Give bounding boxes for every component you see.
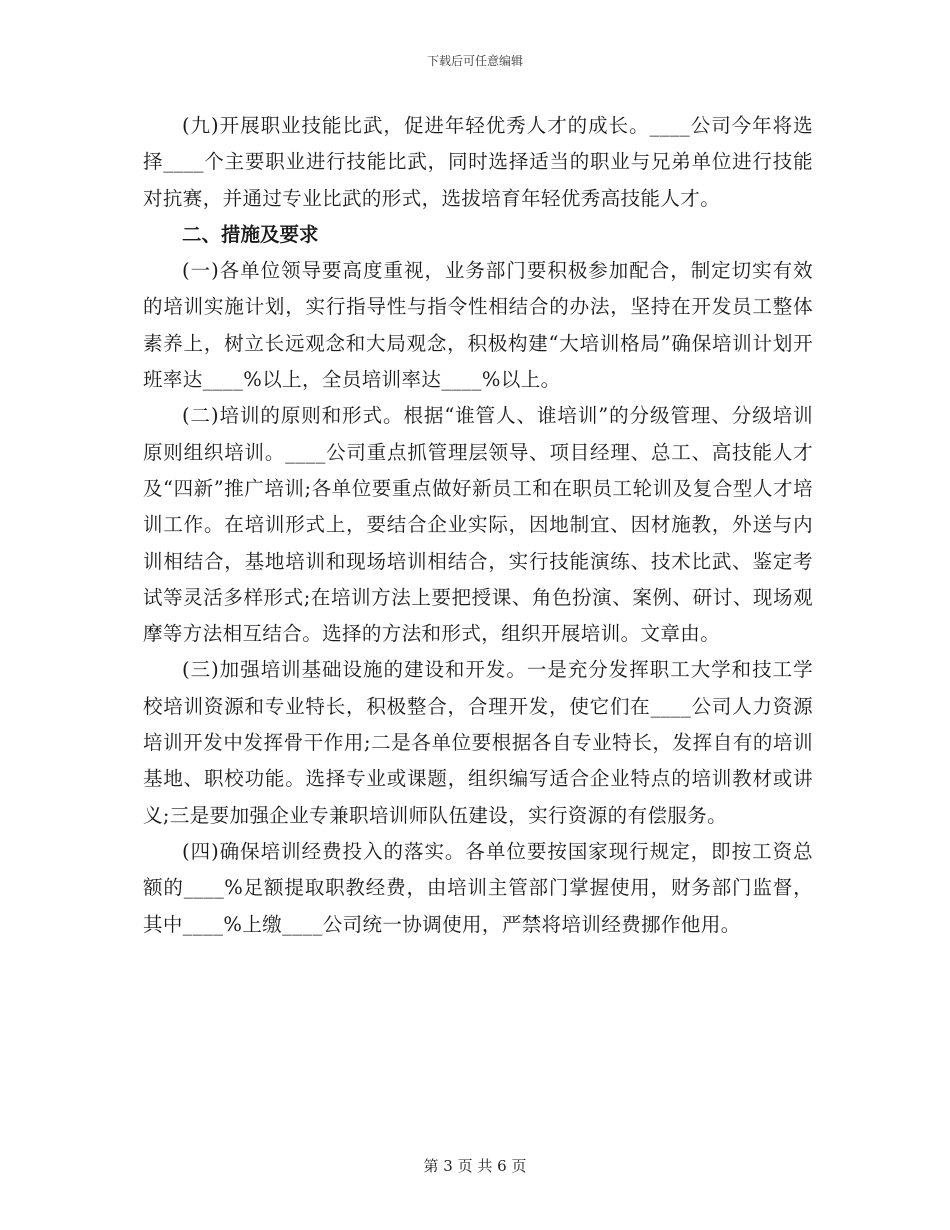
paragraph-measure-3: (三)加强培训基础设施的建设和开发。一是充分发挥职工大学和技工学校培训资源和专业特长，积极整合，合理开发，使它们在____公司人力资源培训开发中发挥骨干作用;二是各单位要根据各自专业特长，发挥自有的培训基地、职校功能。选择专业或课题，组织编写适合企业特点的培训教材或讲义;三是要加强企业专兼职培训师队伍建设，实行资源的有偿服务。 [143, 658, 813, 827]
page-number: 第 3 页 共 6 页 [423, 1157, 527, 1175]
document-body [143, 108, 813, 943]
paragraph-nine: (九)开展职业技能比武，促进年轻优秀人才的成长。____公司今年将选择____个主要职业进行技能比武，同时选择适当的职业与兄弟单位进行技能对抗赛，并通过专业比武的形式，选拔培育年轻优秀高技能人才。 [143, 114, 813, 210]
paragraph-measure-2: (二)培训的原则和形式。根据“谁管人、谁培训”的分级管理、分级培训原则组织培训。____公司重点抓管理层领导、项目经理、总工、高技能人才及“四新”推广培训;各单位要重点做好新员工和在职员工轮训及复合型人才培训工作。在培训形式上，要结合企业实际，因地制宜、因材施教，外送与内训相结合，基地培训和现场培训相结合，实行技能演练、技术比武、鉴定考试等灵活多样形式;在培训方法上要把授课、角色扮演、案例、研讨、现场观摩等方法相互结合。选择的方法和形式，组织开展培训。文章由。 [143, 404, 813, 646]
page-header-note: 下载后可任意编辑 [426, 54, 523, 68]
section-heading-measures: 二、措施及要求 [182, 222, 319, 246]
paragraph-measure-4: (四)确保培训经费投入的落实。各单位要按国家现行规定，即按工资总额的____%足额提取职教经费，由培训主管部门掌握使用，财务部门监督，其中____%上缴____公司统一协调使用，严禁将培训经费挪作他用。 [143, 839, 813, 936]
paragraph-measure-1: (一)各单位领导要高度重视，业务部门要积极参加配合，制定切实有效的培训实施计划，实行指导性与指令性相结合的办法，坚持在开发员工整体素养上，树立长远观念和大局观念，积极构建“大培训格局”确保培训计划开班率达____%以上，全员培训率达____%以上。 [143, 259, 813, 392]
